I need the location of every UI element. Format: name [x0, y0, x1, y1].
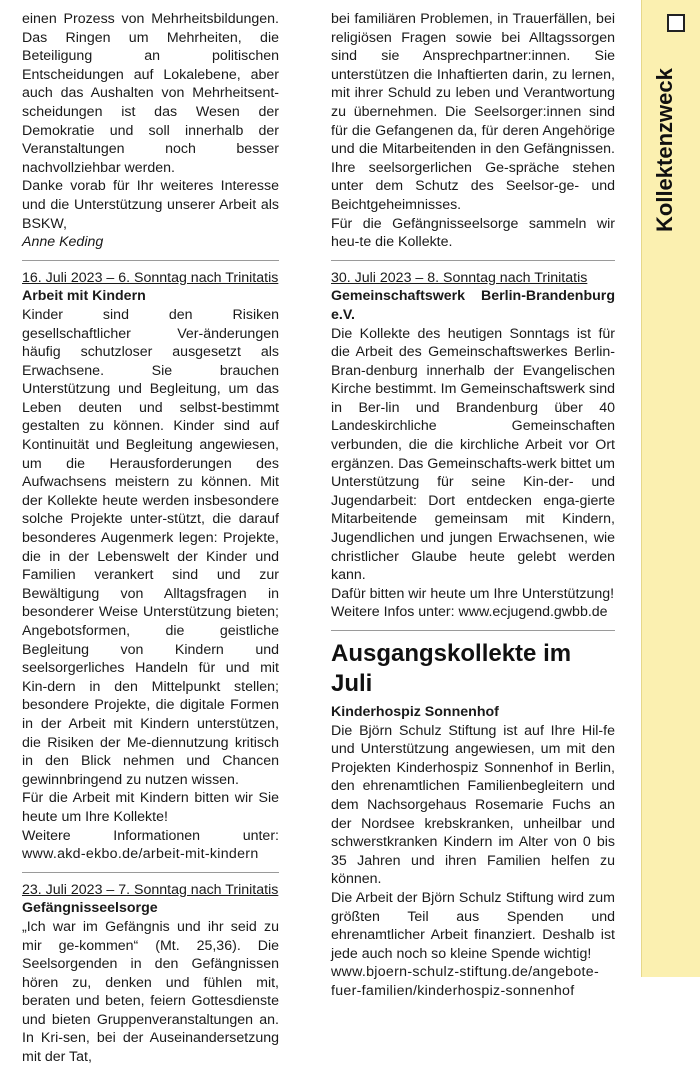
- section-body: Die Kollekte des heutigen Sonntags ist für die Arbeit des Gemeinschaftswerkes Berlin-Bran-denburg innerhalb der Evangelischen Kirche bestimmt. Im Gemeinschaftswerk sind in Ber-lin und Brandenburg über 40 Landeskirchliche Gemeinschaften verbunden, die die kirchliche Arbeit vor Ort ergänzen. Das Gemeinschafts-werk bittet um Unterstützung für seine Kin-der- und Jugendarbeit: Dort entdecken enga-gierte Mitarbeitende gemeinsam mit Kindern, Jugendlichen und jungen Erwachsenen, wie christlicher Glaube heute gelebt werden kann.: [331, 325, 615, 584]
- section-heading: Ausgangskollekte im Juli: [331, 640, 572, 697]
- section-divider: [331, 260, 615, 261]
- url-line-1[interactable]: www.bjoern-schulz-stiftung.de/angebote-: [331, 964, 600, 981]
- section-closing: Dafür bitten wir heute um Ihre Unterstützung!: [331, 585, 615, 602]
- section-divider: [22, 872, 279, 873]
- signature: Anne Keding: [22, 234, 104, 251]
- section-date: 30. Juli 2023 – 8. Sonntag nach Trinitatis: [331, 269, 588, 286]
- url-line-2[interactable]: fuer-familien/kinderhospiz-sonnenhof: [331, 982, 575, 999]
- section-body-continued: bei familiären Problemen, in Trauerfällen, bei religiösen Fragen sowie bei Alltagssorgen sind sie Ansprechpartner:innen. Sie unterstützen die Inhaftierten darin, zu lernen, mit ihrer Schuld zu leben und Verantwortung zu übernehmen. Die Seelsorger:innen sind für die Gefangenen da, für deren Angehörige und die Mitarbeitenden in den Gefängnissen. Ihre seelsorgerlichen Ge-spräche stehen unter dem Schutz des Seelsor-ge- und Beichtgeheimnisses.: [331, 11, 615, 213]
- section-title: Gefängnisseelsorge: [22, 900, 158, 917]
- section-divider: [331, 630, 615, 631]
- info-label: Weitere: [22, 827, 71, 844]
- info-line: Weitere Infos unter: www.ecjugend.gwbb.de: [331, 604, 608, 621]
- intro-paragraph: einen Prozess von Mehrheitsbildungen. Das Ringen um Mehrheiten, die Beteiligung an politischen Entscheidungen auf Lokalebene, aber auch das Aushalten von Mehrheitsent-scheidungen ist das Wesen der Demokratie und soll innerhalb der Veranstaltungen noch besser nachvollziehbar werden.: [22, 11, 279, 176]
- right-column: [331, 10, 615, 1001]
- section-divider: [22, 260, 279, 261]
- section-body-2: Die Arbeit der Björn Schulz Stiftung wird zum größten Teil aus Spenden und ehrenamtlicher Arbeit finanziert. Deshalb ist jede auch noch so kleine Spende wichtig!: [331, 889, 615, 962]
- info-mid: Informationen: [113, 827, 201, 844]
- checkbox[interactable]: [667, 14, 685, 32]
- section-title: Gemeinschaftswerk Berlin-Brandenburg e.V.: [331, 288, 615, 323]
- section-body: Die Björn Schulz Stiftung ist auf Ihre Hil-fe und Unterstützung angewiesen, um mit den Projekten Kinderhospiz Sonnenhof in Berlin, den ehrenamtlichen Familienbegleitern und dem Nachsorgehaus Rosemarie Fuchs an der Nordsee krebskranken, unheilbar und schwerstkranken Kindern im Alter von 0 bis 35 Jahren und ihren Familien helfen zu können.: [331, 722, 615, 888]
- section-body: „Ich war im Gefängnis und ihr seid zu mir ge-kommen“ (Mt. 25,36). Die Seelsorgenden in den Gefängnissen hören zu, denken und fühlen mit, beraten und beten, feiern Gottesdienste und bieten Gruppenveranstaltungen an. In Kri-sen, bei der Auseinandersetzung mit der Tat,: [22, 918, 279, 1066]
- thanks-paragraph: Danke vorab für Ihr weiteres Interesse und die Unterstützung unserer Arbeit als BSKW,: [22, 178, 279, 232]
- section-body: Kinder sind den Risiken gesellschaftlicher Ver-änderungen häufig schutzloser ausgesetzt als Erwachsene. Sie brauchen Unterstützung und Begleitung, um das Leben deuten und selbst-bestimmt gestalten zu können. Kinder sind auf Kontinuität und Begleitung angewiesen, um die Herausforderungen des Aufwachsens meistern zu können. Mit der Kollekte heute werden insbesondere solche Projekte unter-stützt, die darauf besonderes Augenmerk legen: Projekte, die in der Lebenswelt der Kinder und Familien verankert sind und zur Bewältigung von Alltagsfragen in besonderer Weise Unterstützung bieten; Angebotsformen, die geistliche Begleitung von Kindern und seelsorgerliches Handeln für und mit Kin-dern in den Mittelpunkt stellen; besondere Projekte, die digitale Formen in der Arbeit mit Kindern unterstützen, die Risiken der Me-diennutzung kritisch in den Blick nehmen und Chancen gewinnbringend zu nutzen wissen.: [22, 306, 279, 788]
- section-title: Kinderhospiz Sonnenhof: [331, 704, 499, 720]
- side-tab-label: Kollektenzweck: [652, 68, 677, 232]
- info-url[interactable]: www.akd-ekbo.de/arbeit-mit-kindern: [22, 846, 259, 863]
- section-title: Arbeit mit Kindern: [22, 288, 146, 305]
- info-end: unter:: [242, 827, 279, 844]
- left-column: [22, 10, 279, 1067]
- section-closing: Für die Gefängnisseelsorge sammeln wir heu-te die Kollekte.: [331, 215, 615, 251]
- section-date: 23. Juli 2023 – 7. Sonntag nach Trinitatis: [22, 881, 279, 898]
- info-line: [22, 827, 279, 846]
- section-date: 16. Juli 2023 – 6. Sonntag nach Trinitatis: [22, 269, 279, 286]
- section-closing: Für die Arbeit mit Kindern bitten wir Sie heute um Ihre Kollekte!: [22, 790, 279, 825]
